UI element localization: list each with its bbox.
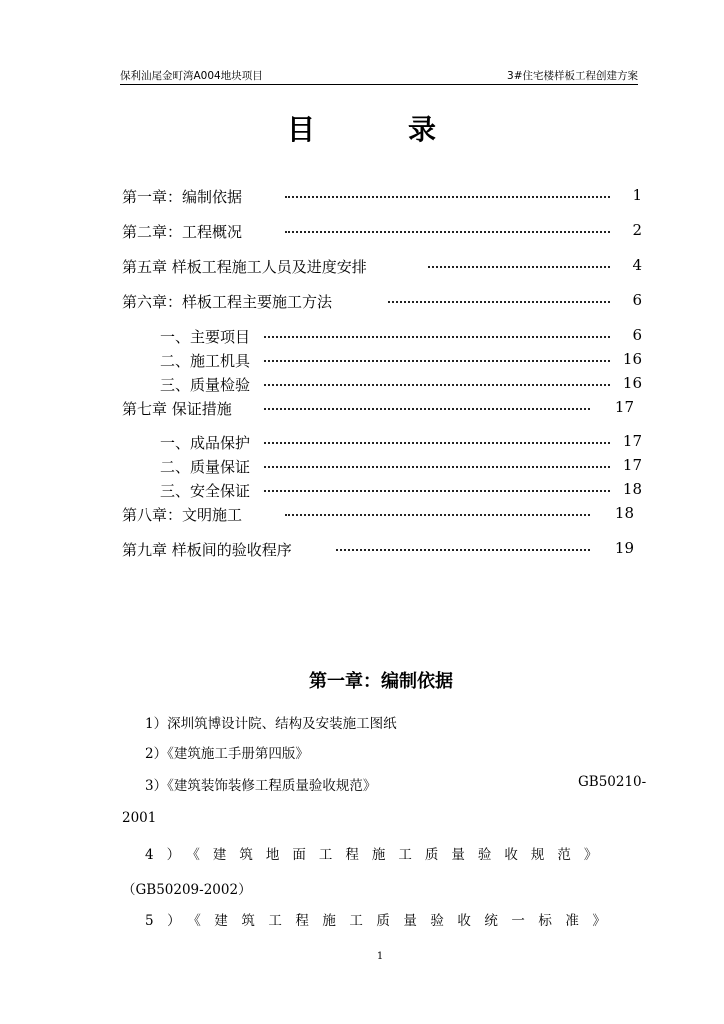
toc-entry-page: 6 (632, 326, 642, 344)
reference-item-4-code: （GB50209-2002） (122, 882, 252, 898)
toc-leader-dots (264, 442, 610, 444)
toc-entry[interactable] (122, 350, 642, 370)
toc-entry[interactable] (122, 221, 642, 241)
toc-entry[interactable] (122, 398, 642, 418)
toc-entry-page: 1 (632, 186, 642, 204)
reference-item-3-year: 2001 (122, 810, 157, 826)
header-rule (120, 84, 638, 85)
toc-leader-dots (285, 514, 590, 516)
toc-entry-page: 17 (622, 456, 642, 474)
toc-entry[interactable] (122, 504, 642, 524)
header-document-title: 3#住宅楼样板工程创建方案 (507, 70, 638, 82)
page-number: 1 (376, 951, 384, 962)
toc-entry-label: 二、质量保证 (160, 458, 251, 476)
toc-entry-page: 6 (632, 291, 642, 309)
toc-leader-dots (264, 466, 610, 468)
toc-entry-page: 18 (622, 480, 642, 498)
toc-entry-label: 一、主要项目 (160, 328, 251, 346)
toc-entry-page: 4 (632, 256, 642, 274)
toc-entry[interactable] (122, 326, 642, 346)
toc-entry-page: 17 (614, 398, 634, 416)
toc-entry-label: 第五章 样板工程施工人员及进度安排 (122, 258, 367, 276)
toc-leader-dots (264, 490, 610, 492)
toc-entry-label: 第九章 样板间的验收程序 (122, 541, 292, 559)
toc-entry-label: 第八章：文明施工 (122, 506, 243, 524)
header-project-name: 保利汕尾金町湾A004地块项目 (120, 70, 263, 82)
toc-entry[interactable] (122, 539, 642, 559)
toc-entry-page: 19 (614, 539, 634, 557)
toc-entry-label: 二、施工机具 (160, 352, 251, 370)
toc-entry-page: 16 (622, 374, 642, 392)
reference-item-4-text: 4）《建筑地面工程施工质量验收规范》 (145, 847, 611, 863)
toc-leader-dots (264, 336, 610, 338)
reference-item-1: 1）深圳筑博设计院、结构及安装施工图纸 (145, 716, 397, 732)
toc-title-char-1: 目 (286, 113, 316, 146)
toc-leader-dots (264, 360, 610, 362)
reference-item-2: 2）《建筑施工手册第四版》 (145, 746, 309, 762)
toc-entry[interactable] (122, 256, 642, 276)
toc-entry-page: 16 (622, 350, 642, 368)
toc-leader-dots (428, 266, 610, 268)
toc-entry-label: 第二章：工程概况 (122, 223, 243, 241)
toc-entry-page: 18 (614, 504, 634, 522)
toc-entry-label: 三、质量检验 (160, 376, 251, 394)
toc-entry[interactable] (122, 186, 642, 206)
toc-entry[interactable] (122, 432, 642, 452)
toc-entry-label: 三、安全保证 (160, 482, 251, 500)
toc-entry-label: 第六章：样板工程主要施工方法 (122, 293, 333, 311)
reference-item-5: 5）《建筑工程施工质量验收统一标准》 (145, 913, 620, 929)
toc-entry-page: 2 (632, 221, 642, 239)
toc-leader-dots (264, 384, 610, 386)
chapter-1-heading: 第一章：编制依据 (309, 671, 453, 692)
toc-entry-label: 第七章 保证措施 (122, 400, 232, 418)
toc-leader-dots (285, 196, 610, 198)
toc-leader-dots (264, 408, 590, 410)
toc-entry-label: 第一章：编制依据 (122, 188, 243, 206)
toc-entry-label: 一、成品保护 (160, 434, 251, 452)
reference-item-3-code: GB50210- (578, 774, 647, 790)
toc-entry[interactable] (122, 456, 642, 476)
toc-leader-dots (285, 231, 610, 233)
toc-leader-dots (388, 301, 610, 303)
toc-leader-dots (336, 549, 590, 551)
toc-title (0, 108, 724, 148)
toc-title-char-2: 录 (408, 113, 438, 146)
toc-entry-page: 17 (622, 432, 642, 450)
toc-entry[interactable] (122, 374, 642, 394)
toc-entry[interactable] (122, 291, 642, 311)
reference-item-4 (145, 843, 637, 863)
toc-entry[interactable] (122, 480, 642, 500)
reference-item-3: 3）《建筑装饰装修工程质量验收规范》 (145, 778, 377, 794)
